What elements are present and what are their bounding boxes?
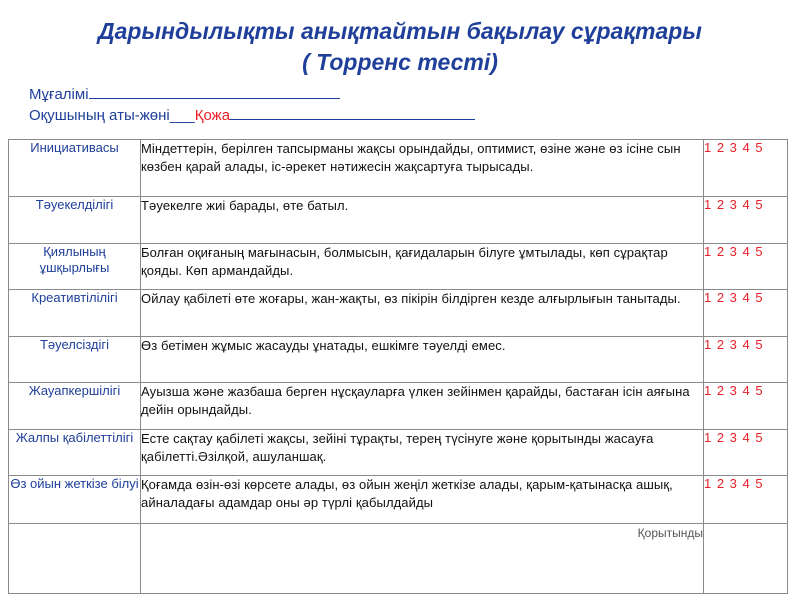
conclusion-score-cell[interactable] [704,524,788,594]
teacher-blank-line[interactable] [89,83,340,99]
trait-cell: Өз ойын жеткізе білуі [9,476,141,524]
trait-cell: Қиялының ұшқырлығы [9,244,141,290]
table-row [9,197,788,244]
title-line-2: ( Торренс тесті) [302,49,498,75]
rating-scale[interactable]: 1 2 3 4 5 [704,290,788,337]
table-row [9,430,788,476]
table-row [9,244,788,290]
trait-cell: Тәуелсіздігі [9,337,141,383]
rating-scale[interactable]: 1 2 3 4 5 [704,197,788,244]
table-row [9,140,788,197]
rating-scale[interactable]: 1 2 3 4 5 [704,383,788,430]
table-row [9,383,788,430]
page-title [0,16,800,78]
description-cell: Қоғамда өзін-өзі көрсете алады, өз ойын жеңіл жеткізе алады, қарым-қатынасқа ашық, айналадағы адамдар оны әр түрлі қабылдайды [141,476,704,524]
student-field [29,104,475,125]
teacher-label: Мұғалімі [29,86,89,103]
rating-scale[interactable]: 1 2 3 4 5 [704,140,788,197]
rating-scale[interactable]: 1 2 3 4 5 [704,244,788,290]
trait-cell: Жалпы қабілеттілігі [9,430,141,476]
rating-scale[interactable]: 1 2 3 4 5 [704,430,788,476]
student-name-prefix: ___ [169,107,195,124]
trait-cell: Креативтілілігі [9,290,141,337]
table-row [9,290,788,337]
table-row [9,337,788,383]
title-line-1: Дарындылықты анықтайтын бақылау сұрақтары [98,18,702,44]
trait-cell: Инициативасы [9,140,141,197]
conclusion-cell[interactable] [141,524,704,594]
conclusion-row [9,524,788,594]
teacher-field [29,83,340,104]
description-cell: Есте сақтау қабілеті жақсы, зейіні тұрақты, терең түсінуге және қорытынды жасауға қабілетті.Әзілқой, ашуланшақ. [141,430,704,476]
description-cell: Ауызша және жазбаша берген нұсқауларға үлкен зейінмен қарайды, бастаған ісін аяғына дейін орындайды. [141,383,704,430]
rating-scale[interactable]: 1 2 3 4 5 [704,476,788,524]
description-cell: Тәуекелге жиі барады, өте батыл. [141,197,704,244]
description-cell: Міндеттерін, берілген тапсырманы жақсы орындайды, оптимист, өзіне және өз ісіне сын көзбен қарай алады, іс-әрекет нәтижесін жақсартуға тырысады. [141,140,704,197]
conclusion-label: Қорытынды [637,526,703,540]
description-cell: Ойлау қабілеті өте жоғары, жан-жақты, өз пікірін білдірген кезде алғырлығын танытады. [141,290,704,337]
description-cell: Өз бетімен жұмыс жасауды ұнатады, ешкімге тәуелді емес. [141,337,704,383]
student-label: Оқушының аты-жөні [29,107,170,124]
rating-scale[interactable]: 1 2 3 4 5 [704,337,788,383]
trait-cell: Жауапкершілігі [9,383,141,430]
trait-cell: Тәуекелділігі [9,197,141,244]
questionnaire-table [8,139,788,594]
table-row [9,476,788,524]
student-blank-line[interactable] [230,104,475,120]
conclusion-empty-cell [9,524,141,594]
description-cell: Болған оқиғаның мағынасын, болмысын, қағидаларын білуге ұмтылады, көп сұрақтар қояды. Көп армандайды. [141,244,704,290]
student-name: Қожа [194,107,231,124]
